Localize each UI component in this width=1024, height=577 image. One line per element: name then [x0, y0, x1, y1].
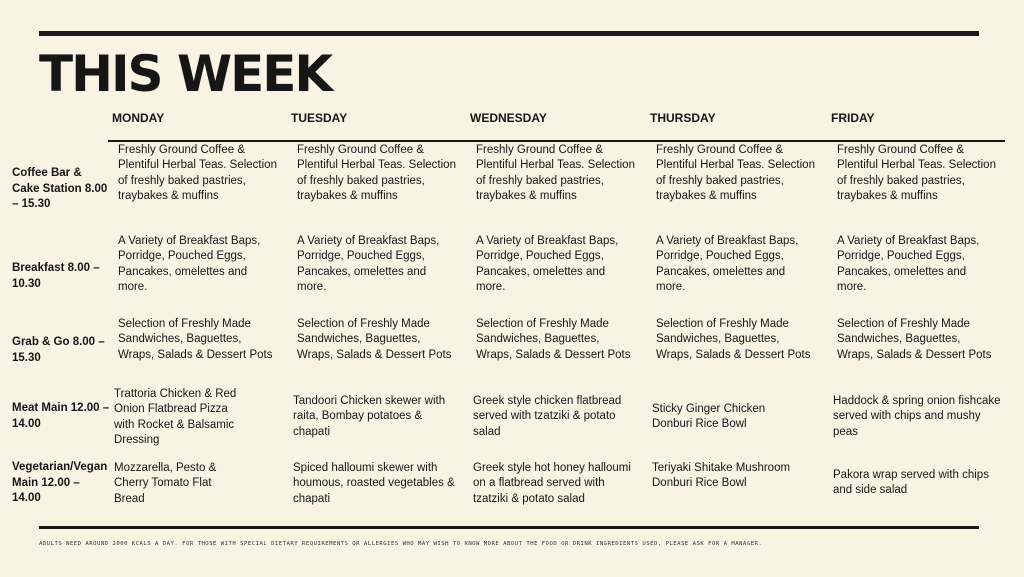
- menu-cell: Freshly Ground Coffee & Plentiful Herbal Teas. Selection of freshly baked pastries, traybakes & muffins: [476, 144, 635, 202]
- row-label-coffee-bar: Coffee Bar & Cake Station 8.00 – 15.30: [12, 167, 108, 210]
- menu-cell: Selection of Freshly Made Sandwiches, Baguettes, Wraps, Salads & Dessert Pots: [837, 318, 992, 361]
- day-header-tuesday: TUESDAY: [291, 111, 348, 125]
- menu-cell: Selection of Freshly Made Sandwiches, Baguettes, Wraps, Salads & Dessert Pots: [118, 318, 273, 361]
- menu-cell: Sticky Ginger Chicken Donburi Rice Bowl: [652, 403, 766, 431]
- menu-cell: Freshly Ground Coffee & Plentiful Herbal Teas. Selection of freshly baked pastries, traybakes & muffins: [297, 144, 456, 202]
- menu-cell: Freshly Ground Coffee & Plentiful Herbal Teas. Selection of freshly baked pastries, traybakes & muffins: [118, 144, 277, 202]
- menu-cell: A Variety of Breakfast Baps, Porridge, Pouched Eggs, Pancakes, omelettes and more.: [297, 235, 440, 293]
- menu-cell: Selection of Freshly Made Sandwiches, Baguettes, Wraps, Salads & Dessert Pots: [656, 318, 811, 361]
- menu-cell: Haddock & spring onion fishcake served with chips and mushy peas: [833, 395, 1001, 438]
- menu-cell: Selection of Freshly Made Sandwiches, Baguettes, Wraps, Salads & Dessert Pots: [476, 318, 631, 361]
- menu-cell: Freshly Ground Coffee & Plentiful Herbal Teas. Selection of freshly baked pastries, traybakes & muffins: [837, 144, 996, 202]
- row-label-vegetarian-main: Vegetarian/Vegan Main 12.00 – 14.00: [12, 461, 108, 504]
- allergy-footnote: ADULTS NEED AROUND 2000 KCALS A DAY. FOR THOSE WITH SPECIAL DIETARY REQUIREMENTS OR ALLERGIES WHO MAY WISH TO KNOW MORE ABOUT THE FOOD OR DRINK INGREDIENTS USED, PLEASE ASK FOR A MANAGER.: [39, 541, 763, 547]
- menu-cell: A Variety of Breakfast Baps, Porridge, Pouched Eggs, Pancakes, omelettes and more.: [476, 235, 619, 293]
- menu-cell: Greek style hot honey halloumi on a flatbread served with tzatziki & potato salad: [473, 462, 631, 505]
- menu-cell: Tandoori Chicken skewer with raita, Bombay potatoes & chapati: [293, 395, 446, 438]
- menu-cell: A Variety of Breakfast Baps, Porridge, Pouched Eggs, Pancakes, omelettes and more.: [837, 235, 980, 293]
- bottom-rule: [39, 526, 979, 529]
- day-header-friday: FRIDAY: [831, 111, 875, 125]
- menu-cell: Pakora wrap served with chips and side salad: [833, 469, 989, 497]
- day-header-monday: MONDAY: [112, 111, 165, 125]
- row-label-meat-main: Meat Main 12.00 – 14.00: [12, 402, 110, 430]
- menu-cell: Trattoria Chicken & Red Onion Flatbread Pizza with Rocket & Balsamic Dressing: [114, 388, 237, 446]
- page-title: THIS WEEK: [39, 45, 332, 103]
- header-rule: [108, 140, 1005, 142]
- day-header-thursday: THURSDAY: [650, 111, 716, 125]
- menu-cell: Spiced halloumi skewer with houmous, roasted vegetables & chapati: [293, 462, 455, 505]
- top-rule: [39, 31, 979, 36]
- row-label-breakfast: Breakfast 8.00 – 10.30: [12, 262, 100, 290]
- menu-cell: A Variety of Breakfast Baps, Porridge, Pouched Eggs, Pancakes, omelettes and more.: [656, 235, 799, 293]
- day-header-wednesday: WEDNESDAY: [470, 111, 547, 125]
- menu-cell: Teriyaki Shitake Mushroom Donburi Rice Bowl: [652, 462, 791, 490]
- menu-cell: Freshly Ground Coffee & Plentiful Herbal Teas. Selection of freshly baked pastries, traybakes & muffins: [656, 144, 815, 202]
- menu-cell: Greek style chicken flatbread served with tzatziki & potato salad: [473, 395, 622, 438]
- menu-cell: Mozzarella, Pesto & Cherry Tomato Flat Bread: [114, 462, 217, 505]
- menu-cell: A Variety of Breakfast Baps, Porridge, Pouched Eggs, Pancakes, omelettes and more.: [118, 235, 261, 293]
- menu-cell: Selection of Freshly Made Sandwiches, Baguettes, Wraps, Salads & Dessert Pots: [297, 318, 452, 361]
- row-label-grab-and-go: Grab & Go 8.00 – 15.30: [12, 336, 105, 364]
